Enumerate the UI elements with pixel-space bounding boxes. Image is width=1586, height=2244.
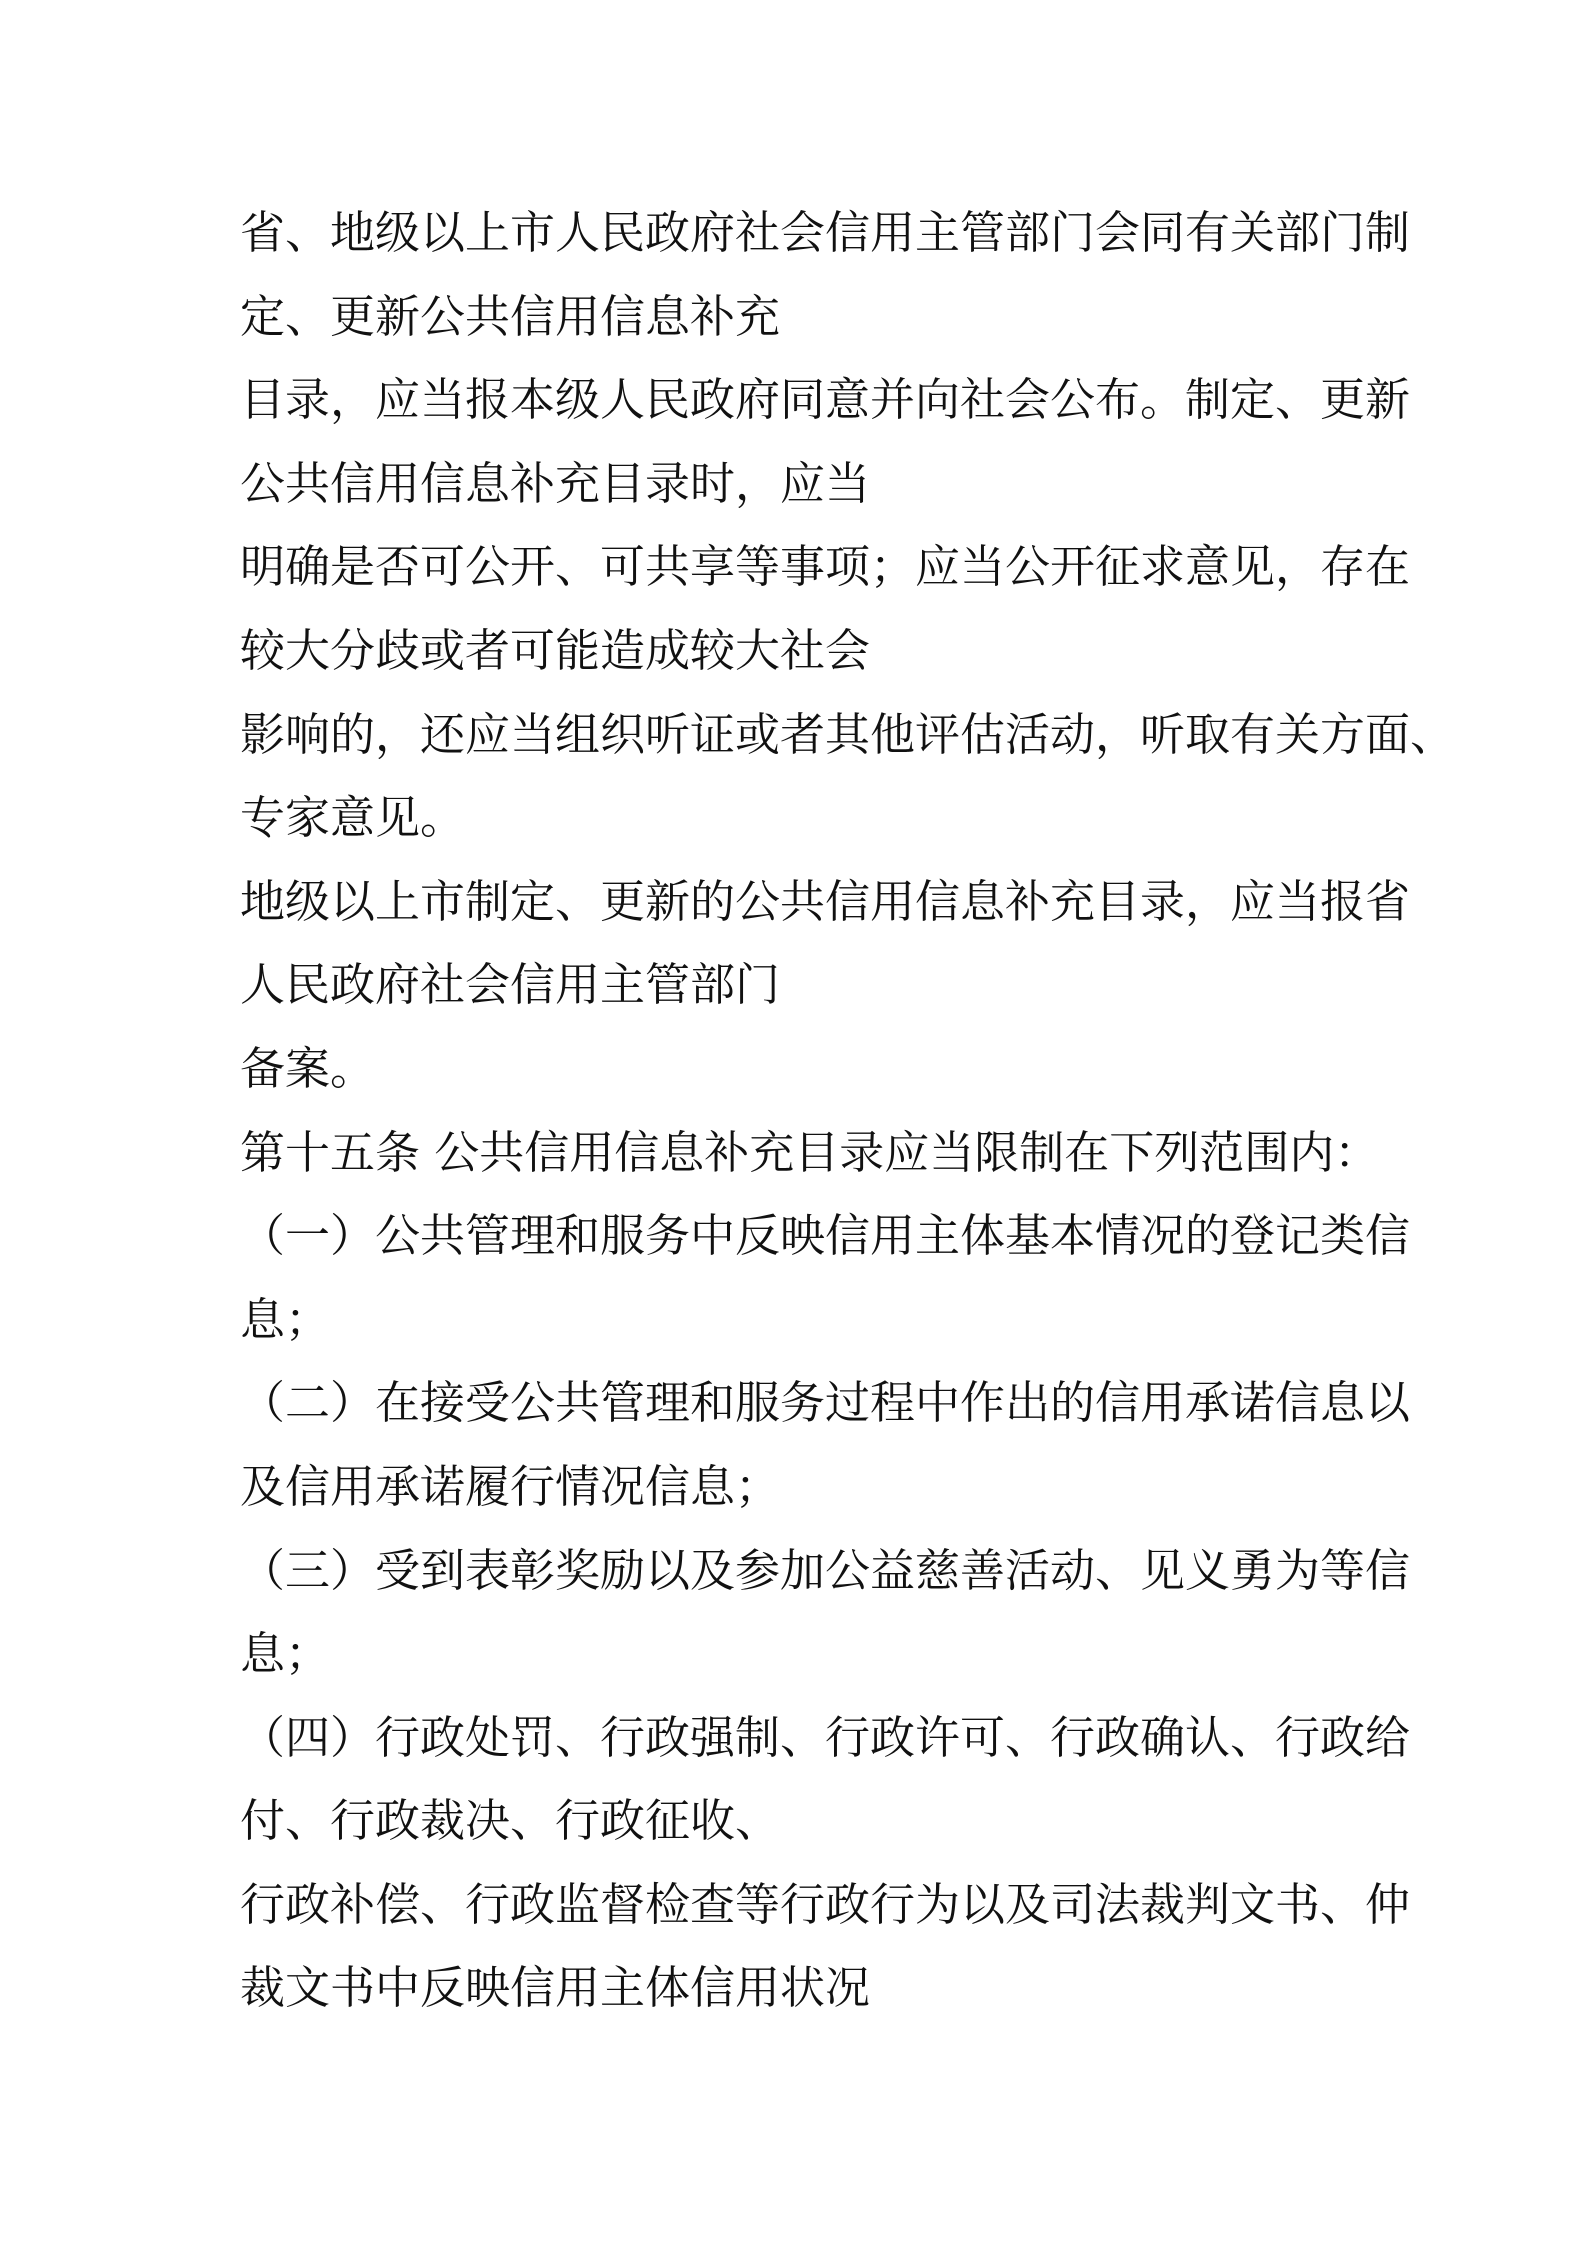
document-body	[240, 191, 1456, 2030]
text-line: 人民政府社会信用主管部门	[240, 958, 781, 1012]
text-line: 裁文书中反映信用主体信用状况	[240, 1961, 871, 2015]
text-line: 付、行政裁决、行政征收、	[240, 1794, 781, 1848]
text-line: （三）受到表彰奖励以及参加公益慈善活动、见义勇为等信	[240, 1543, 1411, 1597]
text-line: 息；	[240, 1627, 331, 1681]
text-line: 行政补偿、行政监督检查等行政行为以及司法裁判文书、仲	[240, 1877, 1411, 1931]
text-line: 影响的，还应当组织听证或者其他评估活动，听取有关方面、	[240, 707, 1456, 761]
text-line: 备案。	[240, 1041, 376, 1095]
text-line: 定、更新公共信用信息补充	[240, 289, 781, 343]
article-heading-line: 第十五条 公共信用信息补充目录应当限制在下列范围内：	[240, 1125, 1380, 1179]
text-line: 公共信用信息补充目录时，应当	[240, 456, 871, 510]
text-line: 目录，应当报本级人民政府同意并向社会公布。制定、更新	[240, 373, 1411, 427]
text-line: 明确是否可公开、可共享等事项；应当公开征求意见，存在	[240, 540, 1411, 594]
text-line: 息；	[240, 1292, 331, 1346]
text-line: （四）行政处罚、行政强制、行政许可、行政确认、行政给	[240, 1710, 1411, 1764]
text-line: 专家意见。	[240, 791, 466, 845]
text-line: （一）公共管理和服务中反映信用主体基本情况的登记类信	[240, 1209, 1411, 1263]
text-line: 及信用承诺履行情况信息；	[240, 1459, 781, 1513]
text-line: 省、地级以上市人民政府社会信用主管部门会同有关部门制	[240, 206, 1411, 259]
text-line: 地级以上市制定、更新的公共信用信息补充目录，应当报省	[240, 874, 1411, 928]
text-line: 较大分歧或者可能造成较大社会	[240, 623, 871, 677]
text-line: （二）在接受公共管理和服务过程中作出的信用承诺信息以	[240, 1376, 1411, 1430]
